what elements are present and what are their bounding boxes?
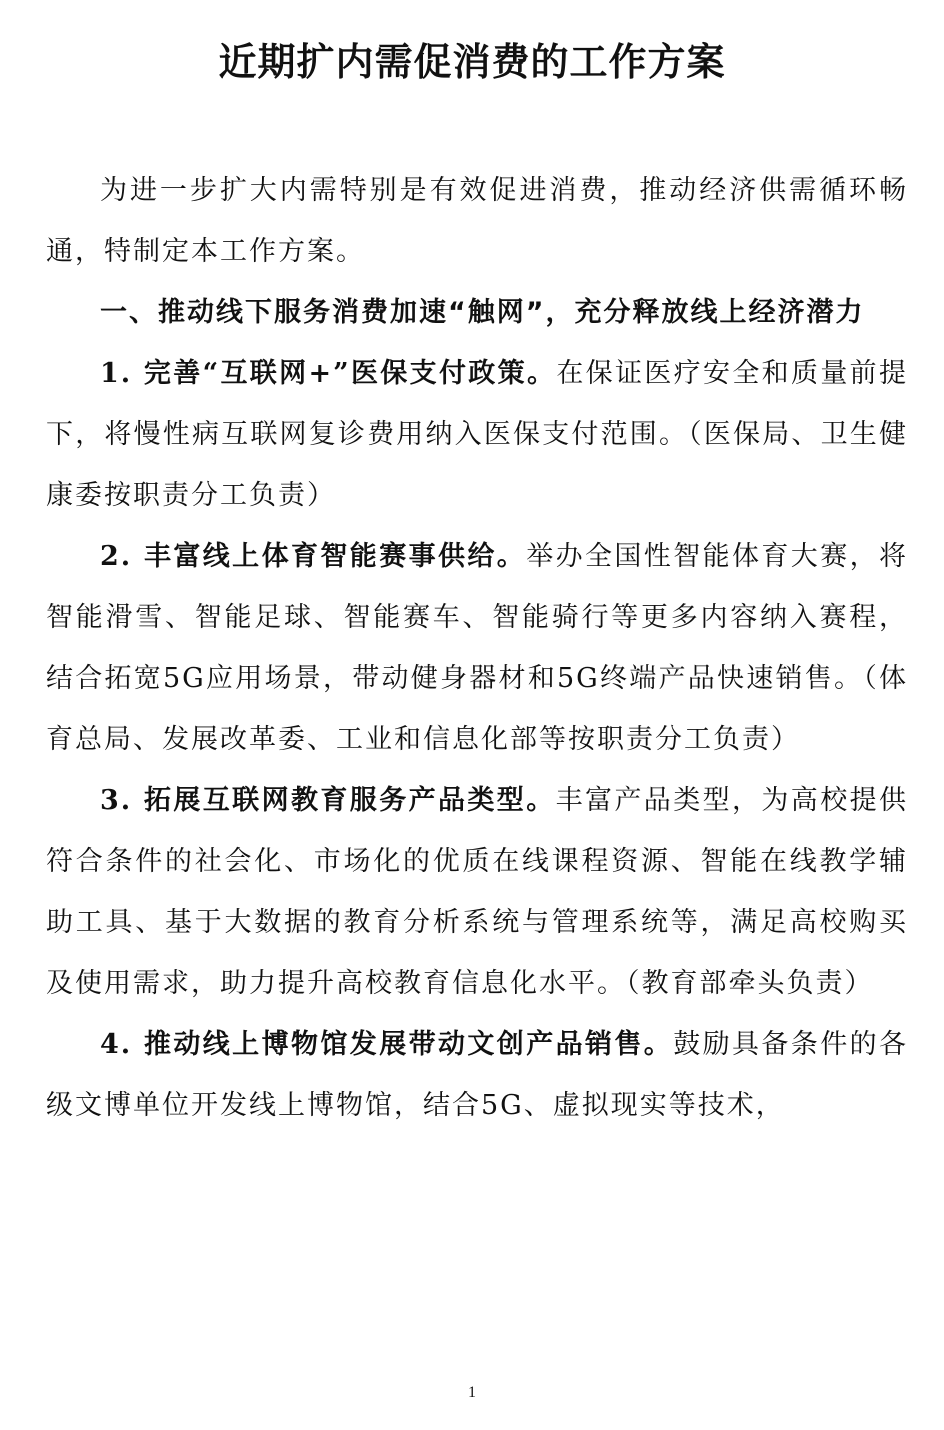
item-lead: 3. 拓展互联网教育服务产品类型。 [100, 785, 556, 816]
item-text: 在保证医疗安全和质量前提下，将慢性病互联网复诊费用纳入医保支付范围。（医保局、卫生健康委按职责分工负责） [46, 358, 909, 511]
document-body [46, 160, 908, 1136]
item-paragraph-3 [46, 770, 908, 1014]
document-title: 近期扩内需促消费的工作方案 [218, 39, 726, 84]
item-text: 鼓励具备条件的各级文博单位开发线上博物馆，结合5G、虚拟现实等技术， [46, 1029, 909, 1121]
item-text: 丰富产品类型，为高校提供符合条件的社会化、市场化的优质在线课程资源、智能在线教学辅助工具、基于大数据的教育分析系统与管理系统等，满足高校购买及使用需求，助力提升高校教育信息化水平。（教育部牵头负责） [46, 785, 908, 999]
section-heading: 一、推动线下服务消费加速“触网”，充分释放线上经济潜力 [100, 297, 865, 328]
item-paragraph-1 [46, 343, 908, 526]
page-number: 1 [468, 1384, 476, 1401]
item-lead: 2. 丰富线上体育智能赛事供给。 [100, 541, 527, 572]
item-text: 举办全国性智能体育大赛，将智能滑雪、智能足球、智能赛车、智能骑行等更多内容纳入赛程，结合拓宽5G应用场景，带动健身器材和5G终端产品快速销售。（体育总局、发展改革委、工业和信息化部等按职责分工负责） [46, 541, 909, 755]
intro-paragraph: 为进一步扩大内需特别是有效促进消费，推动经济供需循环畅通，特制定本工作方案。 [46, 175, 908, 267]
item-paragraph-2 [46, 526, 908, 770]
item-lead: 4. 推动线上博物馆发展带动文创产品销售。 [100, 1029, 674, 1060]
item-lead: 1. 完善“互联网+”医保支付政策。 [100, 358, 557, 389]
item-paragraph-4 [46, 1014, 908, 1136]
